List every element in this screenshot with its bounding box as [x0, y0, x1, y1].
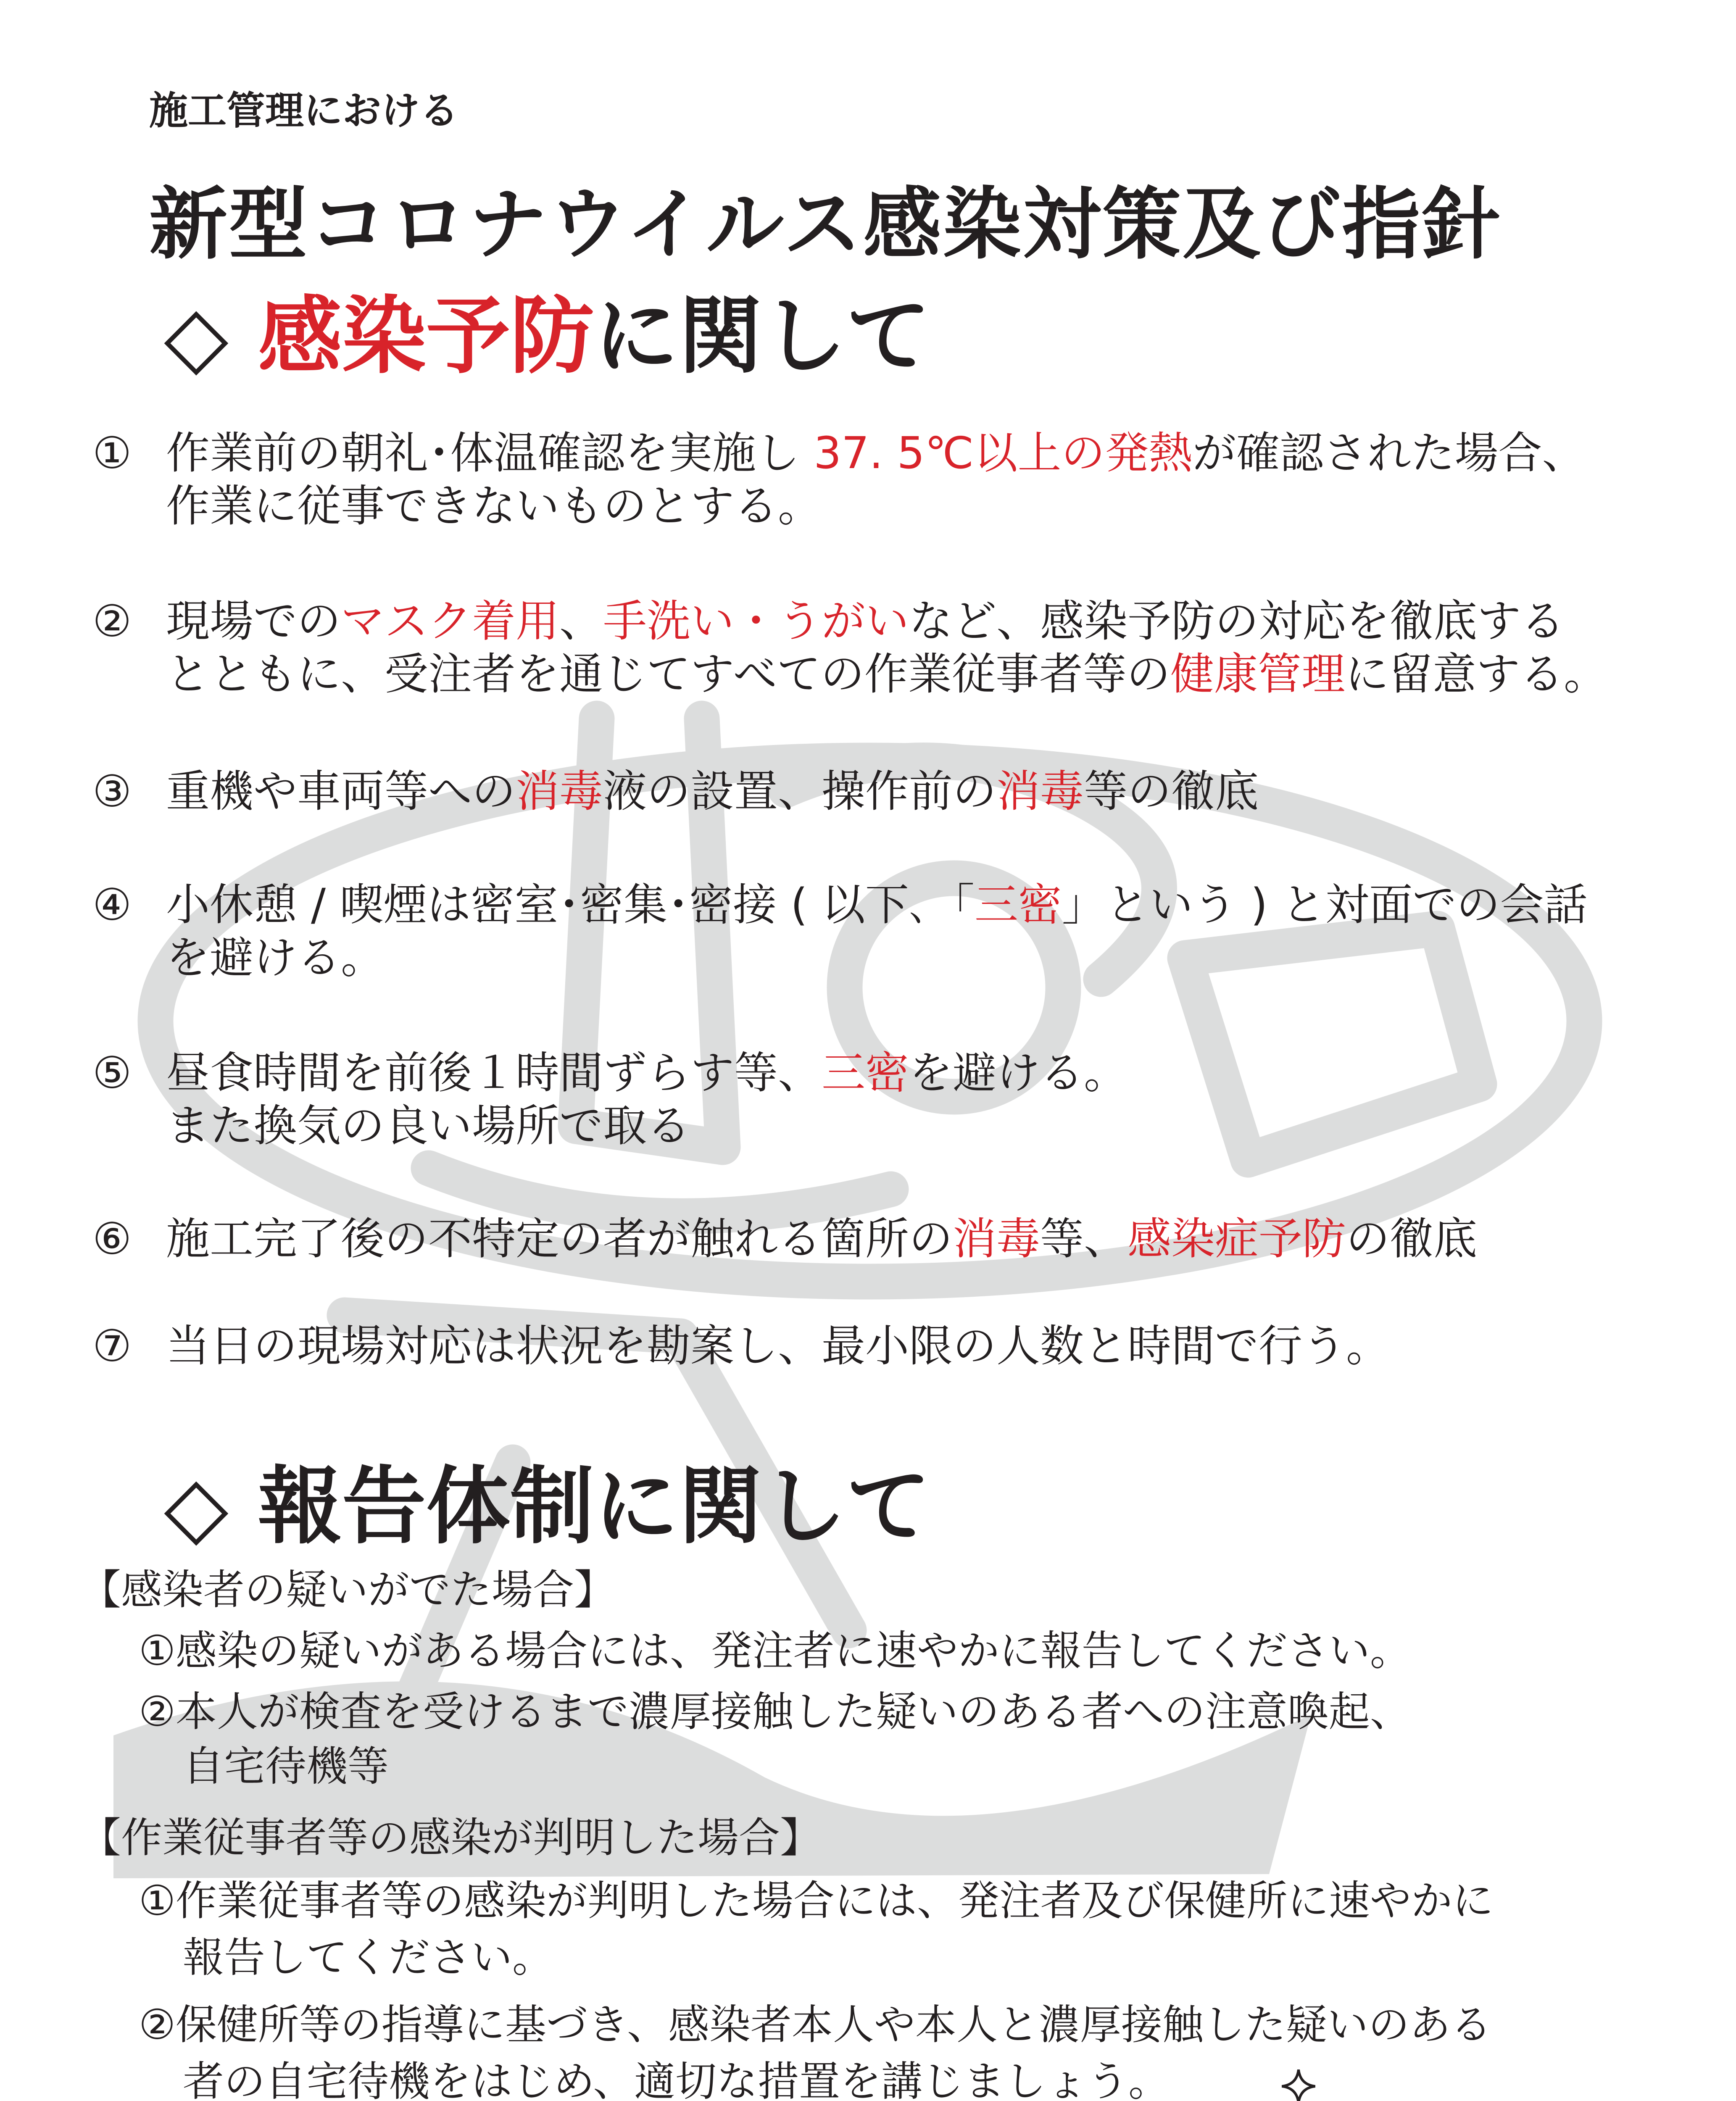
item-number: ① [92, 427, 132, 479]
item-text-highlight: 37. 5℃以上の発熱 [814, 427, 1193, 479]
item-text: を避ける。 [909, 1047, 1128, 1098]
item-text: とともに、受注者を通じてすべての作業従事者等の [166, 648, 1170, 700]
diamond-bullet-icon: ◇ [164, 287, 229, 385]
item-text: など、感染予防の対応を徹底する [909, 595, 1565, 647]
prevention-item-6 [92, 1212, 1477, 1265]
item-text: が確認された場合、 [1192, 427, 1586, 479]
prevention-item-2 [92, 595, 1607, 700]
reporting-confirmed-1: ①作業従事者等の感染が判明した場合には、発注者及び保健所に速やかに [139, 1877, 1494, 1925]
item-text: 小休憩 / 喫煙は密室･密集･密接 ( 以下､「 [166, 879, 975, 930]
reporting-suspected-2-cont: 自宅待機等 [183, 1743, 389, 1790]
item-text-highlight: 健康管理 [1170, 648, 1345, 700]
item-number: ④ [92, 879, 132, 930]
item-text: 昼食時間を前後１時間ずらす等、 [166, 1047, 822, 1098]
item-number: ⑦ [92, 1320, 132, 1372]
item-text: 等の徹底 [1084, 766, 1259, 817]
item-text: 当日の現場対応は状況を勘案し、最小限の人数と時間で行う。 [166, 1320, 1390, 1372]
item-text-highlight: 消毒 [996, 766, 1084, 817]
item-text-highlight: 感染症予防 [1127, 1213, 1346, 1264]
item-text: 、 [559, 595, 603, 647]
prevention-item-1 [92, 427, 1586, 532]
prevention-item-5 [92, 1046, 1127, 1152]
document-title: 新型コロナウイルス感染対策及び指針 [149, 179, 1502, 270]
item-number: ⑥ [92, 1213, 132, 1264]
item-text-highlight: 消毒 [953, 1213, 1041, 1264]
section-title-prevention [164, 269, 930, 390]
item-text: 等、 [1040, 1213, 1128, 1264]
reporting-confirmed-2: ②保健所等の指導に基づき、感染者本人や本人と濃厚接触した疑いのある [139, 2001, 1492, 2049]
item-number: ⑤ [92, 1047, 132, 1098]
item-text: 施工完了後の不特定の者が触れる箇所の [166, 1213, 953, 1264]
reporting-suspected-header: 【感染者の疑いがでた場合】 [80, 1566, 616, 1614]
item-text-line2: また換気の良い場所で取る [166, 1100, 691, 1151]
item-text: に留意する。 [1345, 648, 1607, 700]
item-text-highlight: 三密 [822, 1047, 909, 1098]
item-text: 重機や車両等への [166, 766, 516, 817]
item-text: 」という ) と対面での会話 [1062, 879, 1588, 930]
item-text: の徹底 [1346, 1213, 1478, 1264]
prevention-item-4 [92, 878, 1588, 984]
item-text-line2: を避ける。 [166, 932, 385, 983]
prevention-item-7 [92, 1319, 1390, 1372]
item-number: ② [92, 595, 132, 647]
item-text-highlight: 手洗い・うがい [603, 595, 909, 647]
prevention-item-3 [92, 765, 1259, 818]
section-title-reporting [164, 1439, 930, 1560]
section-title-red-part: 感染予防 [258, 287, 594, 385]
reporting-confirmed-1-cont: 報告してください。 [183, 1934, 554, 1982]
sparkle-icon [1282, 2069, 1315, 2101]
item-text: 液の設置、操作前の [603, 766, 997, 817]
document-subtitle: 施工管理における [149, 88, 459, 133]
item-number: ③ [92, 766, 132, 817]
item-text-line2: 作業に従事できないものとする。 [166, 480, 822, 532]
item-text: 作業前の朝礼･体温確認を実施し [166, 427, 814, 479]
item-text: 現場での [166, 595, 341, 647]
item-text-highlight: マスク着用 [341, 595, 560, 647]
diamond-bullet-icon: ◇ [164, 1458, 229, 1556]
item-text-highlight: 三密 [974, 879, 1062, 930]
item-text-highlight: 消毒 [516, 766, 603, 817]
reporting-confirmed-header: 【作業従事者等の感染が判明した場合】 [80, 1814, 822, 1862]
reporting-suspected-2: ②本人が検査を受けるまで濃厚接触した疑いのある者への注意喚起、 [139, 1688, 1411, 1736]
reporting-confirmed-2-cont: 者の自宅待機をはじめ、適切な措置を講じましょう。 [183, 2058, 1170, 2101]
section-title-rest: に関して [594, 287, 930, 385]
section-title-text: 報告体制に関して [258, 1458, 930, 1556]
reporting-suspected-1: ①感染の疑いがある場合には、発注者に速やかに報告してください。 [139, 1627, 1411, 1675]
